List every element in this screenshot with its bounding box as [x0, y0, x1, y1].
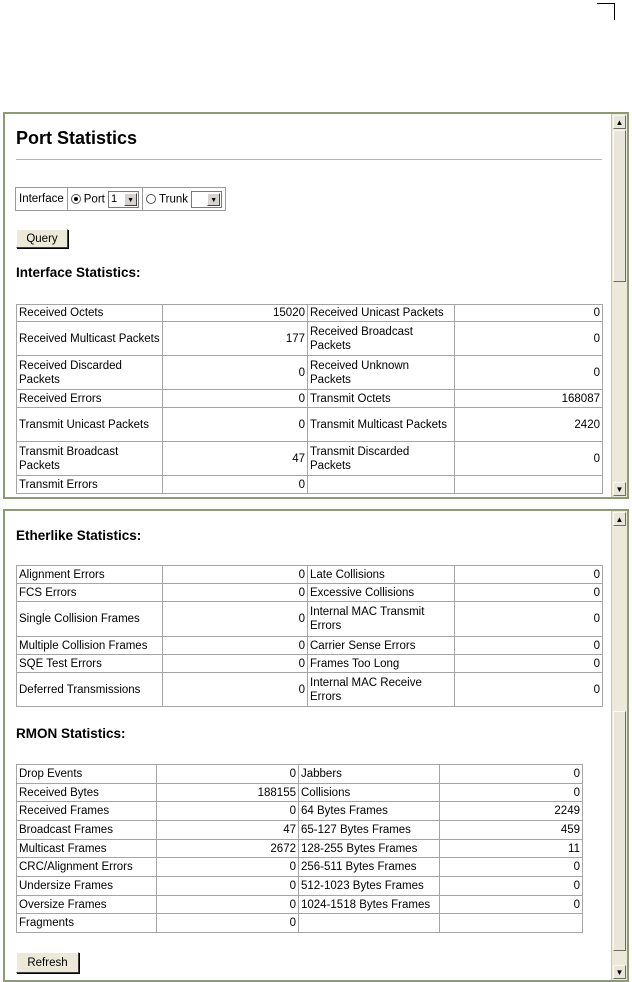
port-select[interactable] [108, 191, 139, 208]
stat-value: 0 [157, 858, 299, 877]
stat-value: 0 [163, 390, 308, 408]
stat-value: 0 [455, 305, 603, 322]
table-row [17, 602, 603, 637]
table-row [17, 784, 583, 802]
stat-value: 0 [163, 637, 308, 655]
stat-value: 0 [455, 673, 603, 707]
port-statistics-frame-bottom [3, 509, 629, 982]
stat-value: 0 [163, 476, 308, 494]
stat-label: 512-1023 Bytes Frames [299, 877, 440, 896]
stat-value: 0 [455, 655, 603, 673]
stat-label: Frames Too Long [308, 655, 455, 673]
page-title: Port Statistics [16, 128, 138, 148]
stat-value: 459 [440, 821, 583, 840]
table-row [17, 584, 603, 602]
stat-value: 2420 [455, 408, 603, 442]
scrollbar-thumb[interactable] [613, 130, 626, 282]
stat-label: Transmit Unicast Packets [17, 408, 163, 442]
frame-content [5, 114, 611, 497]
query-button[interactable]: Query [16, 229, 68, 248]
stat-value: 0 [157, 802, 299, 821]
refresh-button[interactable]: Refresh [16, 952, 79, 973]
table-row [17, 877, 583, 896]
stat-label: Broadcast Frames [17, 821, 157, 840]
stat-label: Received Octets [17, 305, 163, 322]
radio-selected-icon[interactable] [71, 194, 81, 204]
rmon-statistics-heading: RMON Statistics: [16, 726, 126, 741]
stat-label: 65-127 Bytes Frames [299, 821, 440, 840]
table-row [17, 305, 603, 322]
stat-label [308, 476, 455, 494]
stat-value: 0 [455, 602, 603, 637]
table-row [17, 821, 583, 840]
scroll-down-arrow-icon[interactable]: ▼ [613, 965, 626, 979]
stat-label: 256-511 Bytes Frames [299, 858, 440, 877]
interface-selector [15, 187, 226, 211]
stat-value [440, 914, 583, 933]
stat-value: 2672 [157, 840, 299, 858]
stat-label: CRC/Alignment Errors [17, 858, 157, 877]
stat-label: Transmit Discarded Packets [308, 442, 455, 476]
stat-label: Multicast Frames [17, 840, 157, 858]
interface-label: Interface [16, 188, 68, 211]
port-statistics-frame-top [3, 112, 629, 499]
stat-label: Received Frames [17, 802, 157, 821]
dropdown-arrow-icon[interactable]: ▼ [207, 193, 220, 206]
table-row [17, 840, 583, 858]
vertical-scrollbar[interactable] [611, 114, 627, 497]
etherlike-statistics-table [16, 565, 603, 707]
stat-label: SQE Test Errors [17, 655, 163, 673]
table-row [17, 356, 603, 390]
stat-value [455, 476, 603, 494]
frame-content [5, 511, 611, 980]
table-row [17, 442, 603, 476]
stat-label: Undersize Frames [17, 877, 157, 896]
trunk-select[interactable] [191, 191, 222, 208]
stat-value: 0 [455, 322, 603, 356]
stat-label: Received Bytes [17, 784, 157, 802]
stat-value: 47 [163, 442, 308, 476]
stat-value: 2249 [440, 802, 583, 821]
stat-label: Received Broadcast Packets [308, 322, 455, 356]
vertical-scrollbar[interactable] [611, 511, 627, 980]
table-row [17, 322, 603, 356]
stat-label: Fragments [17, 914, 157, 933]
stat-label: Alignment Errors [17, 566, 163, 584]
stat-label: Received Unicast Packets [308, 305, 455, 322]
stat-label: Late Collisions [308, 566, 455, 584]
stat-label: Received Unknown Packets [308, 356, 455, 390]
stat-label: Collisions [299, 784, 440, 802]
stat-value: 188155 [157, 784, 299, 802]
stat-label: Transmit Multicast Packets [308, 408, 455, 442]
stat-value: 0 [455, 637, 603, 655]
scrollbar-thumb[interactable] [613, 711, 626, 951]
stat-label: Received Errors [17, 390, 163, 408]
page-corner-mark [597, 3, 615, 20]
table-row [17, 765, 583, 784]
stat-label: 128-255 Bytes Frames [299, 840, 440, 858]
stat-label: Oversize Frames [17, 896, 157, 914]
interface-statistics-heading: Interface Statistics: [16, 265, 141, 280]
dropdown-arrow-icon[interactable]: ▼ [124, 193, 137, 206]
table-row [17, 896, 583, 914]
port-select-value: 1 [111, 192, 118, 205]
table-row [17, 673, 603, 707]
stat-value: 0 [163, 356, 308, 390]
stat-label: Internal MAC Transmit Errors [308, 602, 455, 637]
table-row [17, 655, 603, 673]
stat-value: 0 [157, 765, 299, 784]
stat-label: Deferred Transmissions [17, 673, 163, 707]
stat-label: 64 Bytes Frames [299, 802, 440, 821]
stat-value: 0 [163, 673, 308, 707]
title-divider [16, 159, 602, 161]
stat-value: 0 [157, 914, 299, 933]
stat-label: Carrier Sense Errors [308, 637, 455, 655]
stat-value: 0 [163, 602, 308, 637]
stat-label: Received Discarded Packets [17, 356, 163, 390]
stat-label: Multiple Collision Frames [17, 637, 163, 655]
port-radio-label: Port [83, 193, 105, 206]
stat-value: 0 [163, 408, 308, 442]
stat-value: 47 [157, 821, 299, 840]
stat-value: 15020 [163, 305, 308, 322]
table-row [17, 914, 583, 933]
stat-label: 1024-1518 Bytes Frames [299, 896, 440, 914]
stat-value: 0 [440, 877, 583, 896]
stat-label: Jabbers [299, 765, 440, 784]
stat-value: 0 [455, 566, 603, 584]
stat-value: 0 [440, 858, 583, 877]
stat-value: 0 [157, 896, 299, 914]
stat-value: 0 [163, 566, 308, 584]
table-row [17, 637, 603, 655]
scroll-up-arrow-icon[interactable]: ▲ [613, 512, 626, 526]
stat-label: FCS Errors [17, 584, 163, 602]
stat-label: Internal MAC Receive Errors [308, 673, 455, 707]
stat-label: Single Collision Frames [17, 602, 163, 637]
table-row [17, 566, 603, 584]
stat-label: Excessive Collisions [308, 584, 455, 602]
stat-value: 177 [163, 322, 308, 356]
rmon-statistics-table [16, 764, 583, 933]
stat-value: 0 [455, 356, 603, 390]
stat-value: 0 [440, 765, 583, 784]
stat-value: 168087 [455, 390, 603, 408]
stat-value: 0 [455, 584, 603, 602]
stat-label: Received Multicast Packets [17, 322, 163, 356]
interface-statistics-table [16, 304, 603, 494]
trunk-radio-label: Trunk [159, 193, 189, 206]
stat-value: 0 [440, 784, 583, 802]
stat-value: 0 [163, 655, 308, 673]
stat-label [299, 914, 440, 933]
etherlike-statistics-heading: Etherlike Statistics: [16, 528, 142, 543]
table-row [17, 858, 583, 877]
scroll-up-arrow-icon[interactable]: ▲ [613, 115, 626, 129]
stat-value: 11 [440, 840, 583, 858]
stat-value: 0 [440, 896, 583, 914]
radio-unselected-icon[interactable] [146, 194, 156, 204]
trunk-option [143, 188, 226, 211]
port-option [67, 188, 142, 211]
table-row [17, 408, 603, 442]
table-row [17, 802, 583, 821]
stat-label: Transmit Octets [308, 390, 455, 408]
table-row [17, 476, 603, 494]
table-row [17, 390, 603, 408]
scroll-down-arrow-icon[interactable]: ▼ [613, 482, 626, 496]
stat-value: 0 [157, 877, 299, 896]
stat-label: Drop Events [17, 765, 157, 784]
stat-value: 0 [455, 442, 603, 476]
stat-value: 0 [163, 584, 308, 602]
stat-label: Transmit Errors [17, 476, 163, 494]
stat-label: Transmit Broadcast Packets [17, 442, 163, 476]
